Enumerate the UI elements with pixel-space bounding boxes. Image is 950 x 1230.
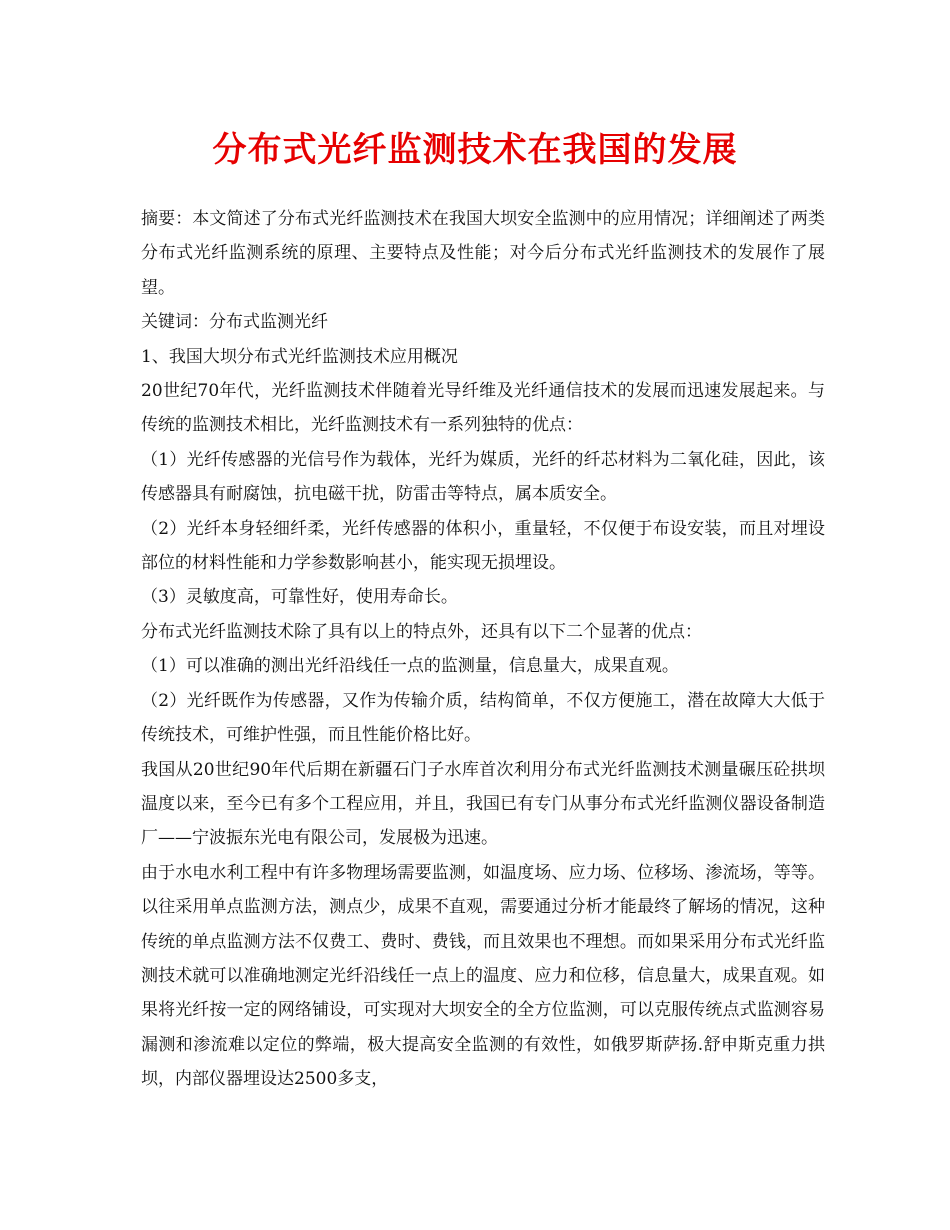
body-paragraph: 20世纪70年代，光纤监测技术伴随着光导纤维及光纤通信技术的发展而迅速发展起来。与传统的监测技术相比，光纤监测技术有一系列独特的优点： bbox=[141, 381, 825, 436]
section-heading: 1、我国大坝分布式光纤监测技术应用概况 bbox=[141, 346, 458, 367]
body-paragraph: 我国从20世纪90年代后期在新疆石门子水库首次利用分布式光纤监测技术测量碾压砼拱坝温度以来，至今已有多个工程应用，并且，我国已有专门从事分布式光纤监测仪器设备制造厂——宁波振东光电有限公司，发展极为迅速。 bbox=[141, 759, 825, 849]
list-item: （1）可以准确的测出光纤沿线任一点的监测量，信息量大，成果直观。 bbox=[141, 656, 679, 677]
body-paragraph: 分布式光纤监测技术除了具有以上的特点外，还具有以下二个显著的优点： bbox=[141, 621, 702, 642]
list-item: （1）光纤传感器的光信号作为载体，光纤为媒质，光纤的纤芯材料为二氧化硅，因此，该传感器具有耐腐蚀，抗电磁干扰，防雷击等特点，属本质安全。 bbox=[141, 449, 825, 505]
list-item: （2）光纤既作为传感器，又作为传输介质，结构简单，不仅方便施工，潜在故障大大低于传统技术，可维护性强，而且性能价格比好。 bbox=[141, 690, 825, 746]
abstract-paragraph: 摘要：本文简述了分布式光纤监测技术在我国大坝安全监测中的应用情况；详细阐述了两类分布式光纤监测系统的原理、主要特点及性能；对今后分布式光纤监测技术的发展作了展望。 bbox=[141, 209, 825, 298]
body-paragraph: 由于水电水利工程中有许多物理场需要监测，如温度场、应力场、位移场、渗流场，等等。以往采用单点监测方法，测点少，成果不直观，需要通过分析才能最终了解场的情况，这种传统的单点监测方法不仅费工、费时、费钱，而且效果也不理想。而如果采用分布式光纤监测技术就可以准确地测定光纤沿线任一点上的温度、应力和位移，信息量大，成果直观。如果将光纤按一定的网络铺设，可实现对大坝安全的全方位监测，可以克服传统点式监测容易漏测和渗流难以定位的弊端，极大提高安全监测的有效性，如俄罗斯萨扬.舒申斯克重力拱坝，内部仪器埋设达2500多支， bbox=[141, 862, 825, 1090]
document-body bbox=[141, 202, 825, 1097]
document-title: 分布式光纤监测技术在我国的发展 bbox=[212, 130, 738, 170]
list-item: （2）光纤本身轻细纤柔，光纤传感器的体积小，重量轻，不仅便于布设安装，而且对埋设部位的材料性能和力学参数影响甚小，能实现无损埋设。 bbox=[141, 518, 825, 574]
keywords-paragraph: 关键词：分布式监测光纤 bbox=[141, 312, 328, 333]
list-item: （3）灵敏度高，可靠性好，使用寿命长。 bbox=[141, 587, 458, 608]
